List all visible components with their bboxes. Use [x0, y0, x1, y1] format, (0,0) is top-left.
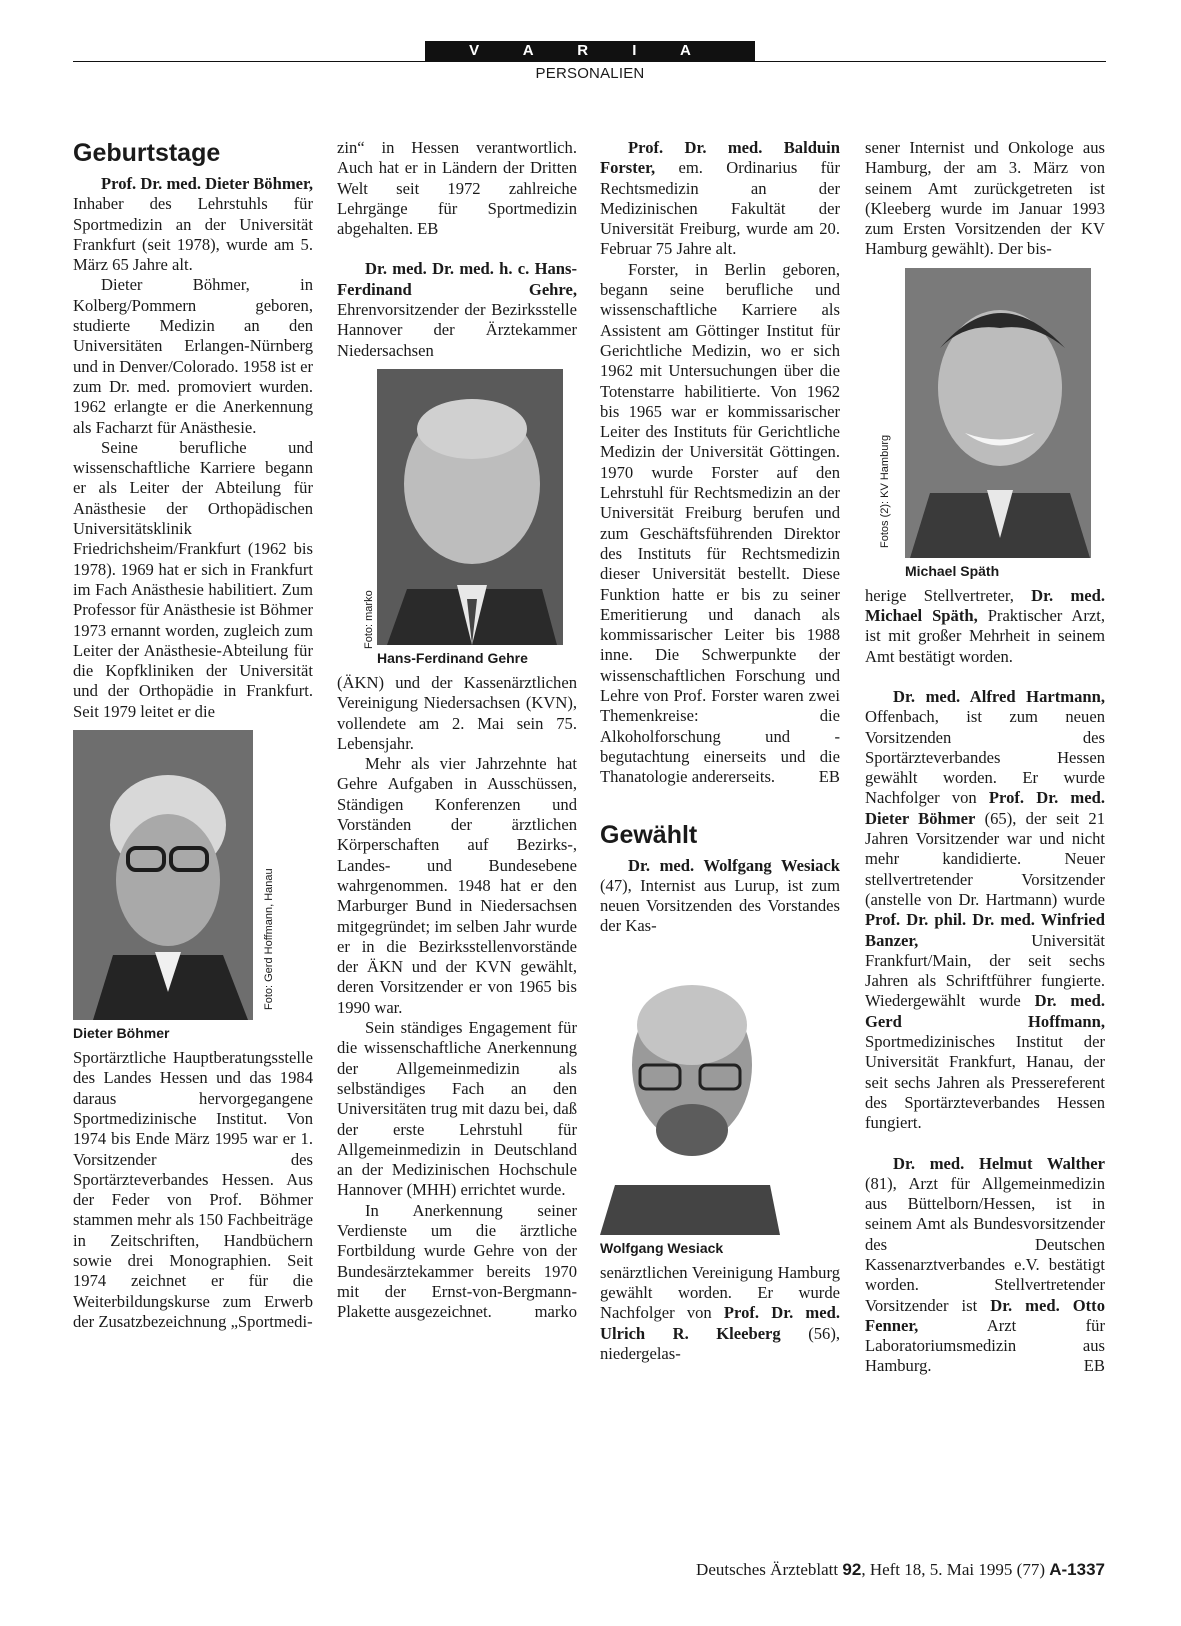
- person-name: Dr. med. Alfred Hartmann,: [893, 686, 1105, 706]
- photo-credit: Fotos (2): KV Hamburg: [879, 434, 891, 548]
- paragraph: [337, 1201, 577, 1323]
- text: (65), der seit 21 Jahren Vorsitzender war und nicht mehr kandidierte. Neuer stellvertretender Vorsitzender (anstelle von Dr. Hartmann) wurde: [865, 808, 1105, 909]
- page-number: A-1337: [1049, 1560, 1105, 1579]
- person-name: Prof. Dr. med. Balduin Forster,: [600, 138, 840, 178]
- text: Praktischer Arzt, ist mit großer Mehrheit in seinem Amt bestätigt worden.: [865, 606, 1105, 666]
- photo-credit: Foto: marko: [363, 590, 375, 649]
- text: Offenbach, ist zum neuen Vorsitzenden des Sportärzteverbandes Hessen gewählt worden. Er wurde Nachfolger von: [865, 707, 1105, 808]
- photo-spaeth: [865, 268, 1105, 580]
- issue-info: , Heft 18, 5. Mai 1995 (77): [861, 1560, 1050, 1579]
- paragraph: (ÄKN) und der Kassenärztlichen Vereinigung Niedersachsen (KVN), vollendete am 2. Mai sein 75. Lebensjahr.: [337, 672, 577, 753]
- paragraph: [865, 586, 1105, 667]
- hartmann-article: [865, 687, 1105, 1134]
- text: In Anerkennung seiner Verdienste um die ärztliche Fortbildung wurde Gehre von der Bundesärztekammer bereits 1970 mit der Ernst-von-Bergmann-Plakette ausgezeichnet.: [337, 1200, 577, 1322]
- photo-caption: Michael Späth: [905, 562, 1000, 579]
- journal-name: Deutsches Ärzteblatt: [696, 1560, 843, 1579]
- portrait-image: [600, 945, 780, 1235]
- person-name: Dr. med. Otto Fenner,: [865, 1295, 1105, 1335]
- photo-caption: Hans-Ferdinand Gehre: [377, 649, 528, 666]
- text: herige Stellvertreter,: [865, 585, 1032, 605]
- column-3: [600, 138, 840, 1364]
- text: (56), niedergelas-: [600, 1323, 840, 1363]
- author-signature: EB: [1083, 1356, 1105, 1376]
- boehmer-intro: [73, 174, 313, 275]
- column-1: [73, 138, 313, 1332]
- text: Ehrenvorsitzender der Bezirksstelle Hannover der Ärztekammer Niedersachsen: [337, 300, 577, 360]
- text: senärztlichen Vereinigung Hamburg gewählt worden. Er wurde Nachfolger von: [600, 1262, 840, 1323]
- paragraph: Mehr als vier Jahrzehnte hat Gehre Aufgaben in Ausschüssen, Ständigen Konferenzen und Vorständen der ärztlichen Körperschaften auf Bezirks-, Landes- und Bundesebene wahrgenommen. 1948 hat er den Marburger Bund in Niedersachsen mitgegründet; im selben Jahr wurde er in die Bezirksstellenvorstände der ÄKN und der KVN gewählt, deren Vorsitzender er von 1965 bis 1990 war.: [337, 754, 577, 1017]
- paragraph: Dieter Böhmer, in Kolberg/Pommern geboren, studierte Medizin an den Universitäten Erlangen-Nürnberg und in Denver/Colorado. 1958 ist er zum Dr. med. promoviert wurden. 1962 erlangte er die Anerkennung als Facharzt für Anästhesie.: [73, 275, 313, 437]
- volume-number: 92: [842, 1560, 862, 1579]
- person-name: Dr. med. Michael Späth,: [865, 585, 1106, 626]
- portrait-image: [73, 730, 253, 1020]
- section-subheader: PERSONALIEN: [535, 65, 645, 82]
- paragraph: [600, 260, 840, 788]
- photo-gehre: [337, 369, 577, 667]
- photo-caption: Wolfgang Wesiack: [600, 1239, 724, 1256]
- author-signature: marko: [534, 1302, 577, 1322]
- column-2: [337, 138, 577, 1322]
- author-signature: EB: [818, 767, 840, 787]
- forster-intro: [600, 138, 840, 260]
- person-name: Dr. med. Dr. med. h. c. Hans-Ferdinand Gehre,: [337, 259, 577, 299]
- wesiack-intro: [600, 856, 840, 937]
- heading-elected: Gewählt: [600, 820, 698, 849]
- paragraph: zin“ in Hessen verantwortlich. Auch hat er in Ländern der Dritten Welt seit 1972 zahlreiche Lehrgänge für Sportmedizin abgehalten. EB: [337, 138, 577, 239]
- paragraph: [600, 1263, 840, 1364]
- text: Sportmedizinisches Institut der Universität Frankfurt, Hanau, der seit sechs Jahren als Pressereferent des Sportärzteverbandes Hessen fungiert.: [865, 1032, 1105, 1133]
- person-name: Prof. Dr. med. Dieter Böhmer,: [101, 174, 313, 193]
- text: (47), Internist aus Lurup, ist zum neuen Vorsitzenden des Vorstandes der Kas-: [600, 875, 840, 936]
- portrait-image: [905, 268, 1091, 558]
- text: em. Ordinarius für Rechtsmedizin an der Medizinischen Fakultät der Universität Freiburg, wurde am 20. Februar 75 Jahre alt.: [600, 158, 840, 259]
- paragraph: sener Internist und Onkologe aus Hamburg, der am 3. März von seinem Amt zurückgetreten ist (Kleeberg wurde im Januar 1993 zum Ersten Vorsitzenden der KV Hamburg gewählt). Der bis-: [865, 138, 1105, 259]
- column-4: [865, 138, 1105, 1377]
- person-name: Prof. Dr. med. Dieter Böhmer: [865, 788, 1105, 828]
- person-name: Prof. Dr. phil. Dr. med. Winfried Banzer,: [865, 910, 1105, 950]
- text: (81), Arzt für Allgemeinmedizin aus Büttelborn/Hessen, ist in seinem Amt als Bundesvorsitzender des Deutschen Kassenarztverbandes e.V. bestätigt worden. Stellvertretender Vorsitzender ist: [865, 1173, 1105, 1315]
- text: Inhaber des Lehrstuhls für Sportmedizin an der Universität Frankfurt (seit 1978), wurde am 5. März 65 Jahre alt.: [73, 194, 313, 275]
- gehre-intro: [337, 259, 577, 360]
- section-header-bar: V A R I A: [425, 41, 755, 61]
- portrait-image: [377, 369, 563, 645]
- paragraph: Seine berufliche und wissenschaftliche Karriere begann er als Leiter der Abteilung für Anästhesie der Orthopädischen Universitätsklinik Friedrichsheim/Frankfurt (1962 bis 1978). 1969 hat er sich in Frankfurt im Fach Anästhesie habilitiert. Zum Professor für Anästhesie ist Böhmer 1973 ernannt worden, zugleich zum Leiter der Anästhesie-Abteilung für die Kopfkliniken der Universität und der Orthopädie in Frankfurt. Seit 1979 leitet er die: [73, 437, 313, 721]
- photo-boehmer: [73, 730, 313, 1042]
- person-name: Dr. med. Wolfgang Wesiack: [628, 855, 840, 875]
- header-rule: [73, 61, 1106, 62]
- photo-wesiack: [600, 945, 840, 1257]
- paragraph: Sportärztliche Hauptberatungsstelle des Landes Hessen und das 1984 daraus hervorgegangene Sportmedizinische Institut. Von 1974 bis Ende März 1995 war er 1. Vorsitzender des Sportärzteverbandes Hessen. Aus der Feder von Prof. Böhmer stammen mehr als 150 Fachbeiträge in Zeitschriften, Handbüchern sowie drei Monographien. Seit 1974 zeichnet er für die Weiterbildungskurse zum Erwerb der Zusatzbezeichnung „Sportmedi-: [73, 1048, 313, 1331]
- photo-credit: Foto: Gerd Hoffmann, Hanau: [263, 868, 275, 1011]
- person-name: Dr. med. Helmut Walther: [893, 1153, 1105, 1173]
- photo-caption: Dieter Böhmer: [73, 1025, 170, 1042]
- page-footer: [696, 1560, 1105, 1580]
- text: Universität Frankfurt/Main, der seit sechs Jahren als Schriftführer fungierte. Wiedergewählt wurde: [865, 930, 1105, 1011]
- text: Arzt für Laboratoriumsmedizin aus Hamburg.: [865, 1315, 1105, 1376]
- text: Forster, in Berlin geboren, begann seine berufliche und wissenschaftliche Karriere als Assistent am Göttinger Institut für Gerichtliche Medizin, wo er sich 1962 mit Untersuchungen über die Totenstarre habilitierte. Von 1962 bis 1965 war er kommissarischer Leiter des Instituts für Gerichtliche Medizin der Universität Göttingen. 1970 wurde Forster auf den Lehrstuhl für Rechtsmedizin an der Universität Freiburg berufen und zum Geschäftsführenden Direktor des Instituts für Rechtsmedizin dieser Universität bestellt. Diese Funktion hatte er bis zu seiner Emeritierung und danach als kommissarischer Leiter bis 1988 inne. Die Schwerpunkte der wissenschaftlichen Forschung und Lehre von Prof. Forster waren zwei Themenkreise: die Alkoholforschung und -begutachtung einerseits und die Thanatologie andererseits.: [600, 259, 840, 787]
- paragraph: Sein ständiges Engagement für die wissenschaftliche Anerkennung der Allgemeinmedizin als selbständiges Fach an den Universitäten trug mit dazu bei, daß der erste Lehrstuhl für Allgemeinmedizin in Deutschland an der Medizinischen Hochschule Hannover (MHH) errichtet wurde.: [337, 1018, 577, 1200]
- heading-birthdays: Geburtstage: [73, 139, 221, 167]
- walther-article: [865, 1154, 1105, 1377]
- person-name: Prof. Dr. med. Ulrich R. Kleeberg: [600, 1303, 840, 1343]
- person-name: Dr. med. Gerd Hoffmann,: [865, 991, 1105, 1031]
